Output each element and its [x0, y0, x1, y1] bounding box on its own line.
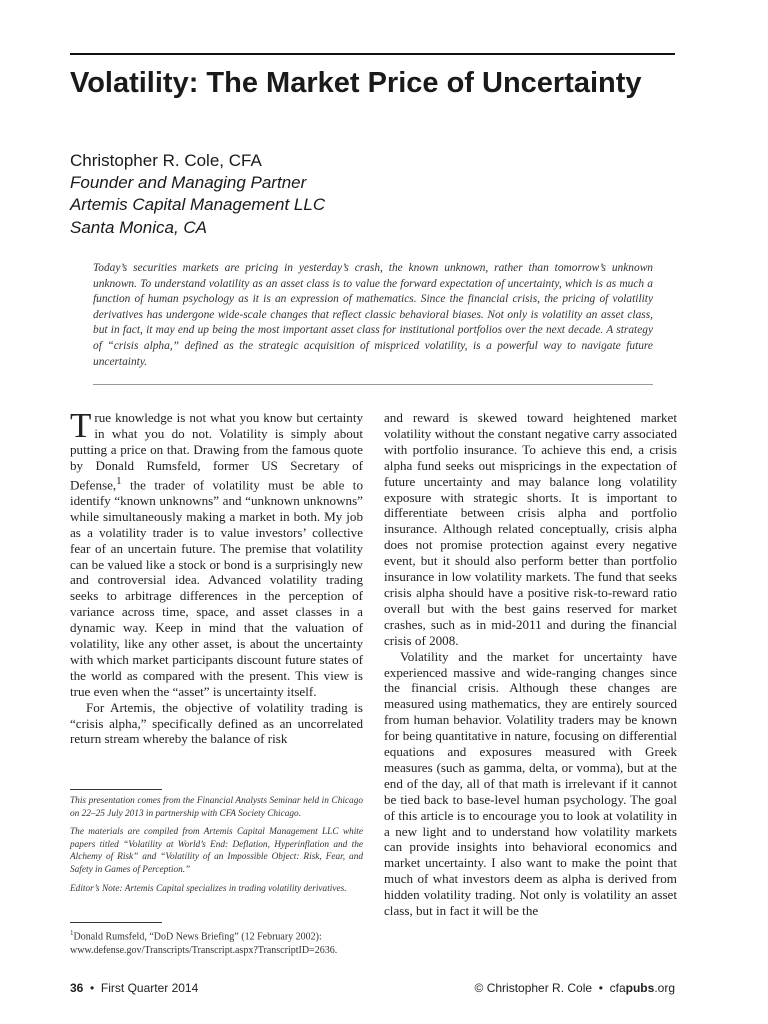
footer-left [70, 981, 198, 995]
paragraph-2: For Artemis, the objective of volatility trading is “crisis alpha,” specifically defined as an uncorrelated return stream whereby the balance of risk [70, 699, 363, 747]
author-affiliation [70, 172, 325, 239]
drop-cap: T [70, 406, 92, 445]
copyright: © Christopher R. Cole [474, 981, 593, 995]
author-name: Christopher R. Cole, CFA [70, 151, 262, 170]
footer-right [475, 981, 675, 995]
presentation-notes [70, 795, 363, 901]
author-company: Artemis Capital Management LLC [70, 195, 326, 215]
abstract-rule [93, 384, 653, 385]
abstract: Today’s securities markets are pricing in yesterday’s crash, the known unknown, rather than tomorrow’s unknown unknown. To understand volatility as an asset class is to value the forward expectation of uncertainty, which is as much a function of human psychology as it is an expression of mathematics. Since the financial crisis, the pricing of volatility derivatives has undergone wide-scale changes that reflect classic behavioral biases. Not only is volatility an asset class, but in fact, it may end up being the most important asset class for institutional portfolios over the next decade. A strategy of “crisis alpha,” defined as the strategic acquisition of mispriced volatility, is a powerful way to navigate future uncertainty. [93, 262, 653, 368]
body-column-left [70, 406, 363, 747]
footnote-rule [70, 922, 162, 923]
notes-rule [70, 789, 162, 790]
note-seminar: This presentation comes from the Financial Analysts Seminar held in Chicago on 22–25 July 2013 in partnership with CFA Society Chicago. [70, 796, 363, 819]
footnote-number: 1 [70, 929, 74, 937]
author-location: Santa Monica, CA [70, 217, 208, 237]
footnote-ref[interactable]: 1 [116, 474, 122, 487]
body-column-right [384, 410, 677, 919]
page-footer [70, 981, 675, 997]
paragraph-1-text-b: the trader of volatility must be able to identify “known unknowns” and “unknown unknowns” while simultaneously making a market in both. My job as a volatility trader is to value investors’ collective fear of an uncertain future. The premise that volatility can be valued like a stock or bond is a surprisingly new and controversial idea. Advanced volatility trading seeks to arbitrage differences in the perception of variance across time, space, and asset classes in a dynamic way. Keep in mind that the valuation of volatility, like any other asset, is about the uncertainty with which market participants discount future states of the world as compared with the present. This view is true even when the “asset” is uncertainty itself. [70, 476, 363, 699]
top-rule [70, 53, 675, 55]
paragraph-4: Volatility and the market for uncertainty have experienced massive and wide-ranging changes since the financial crisis. Although these changes are measured using mathematics, they are entirely sourced from human behavior. Volatility traders may be known for being quantitative in nature, focusing on differential equations and exposures measured with Greek measures (such as gamma, delta, or vomma), but at the end of the day, all of that math is irrelevant if it cannot be tied back to base-level human psychology. The goal of this article is to encourage you to look at volatility in a new light and to understand how volatility markets can provide insights into behavioral economics and market uncertainty. I also want to make the point that much of what investors deem as alpha is derived from hidden volatility trading. Not only is volatility an asset class, but in fact it will be the [384, 648, 677, 919]
site-link[interactable]: cfapubs.org [609, 981, 675, 995]
footnote [70, 927, 363, 957]
footnote-text[interactable]: Donald Rumsfeld, “DoD News Briefing” (12 February 2002): www.defense.gov/Transcripts/Transcript.aspx?TranscriptID=2636. [70, 931, 338, 956]
note-materials: The materials are compiled from Artemis Capital Management LLC white papers titled “Volatility at World’s End: Deflation, Hyperinflation and the Alchemy of Risk” and “Volatility of an Impossible Object: Risk, Fear, and Safety in Games of Perception.” [70, 827, 363, 875]
issue-label: First Quarter 2014 [100, 981, 199, 995]
paragraph-1 [70, 406, 363, 700]
note-editor: Editor’s Note: Artemis Capital specializes in trading volatility derivatives. [70, 883, 347, 894]
author-role: Founder and Managing Partner [70, 173, 307, 192]
paragraph-3: and reward is skewed toward heightened market volatility without the constant negative carry associated with portfolio insurance. To achieve this end, a crisis alpha fund seeks out mispricings in the expectation of future uncertainty and may balance long volatility exposure with strategic shorts. It is important to differentiate between crisis alpha and portfolio insurance. Although related conceptually, crisis alpha does not promise protection against every negative event, but it should also perform better than portfolio insurance in low volatility markets. The fund that seeks crisis alpha should have a positive risk-to-reward ratio overall but with the best gains reserved for market crashes, such as in mid-2011 and during the financial crisis of 2008. [384, 410, 677, 648]
article-title: Volatility: The Market Price of Uncertainty [70, 67, 642, 99]
paragraph-1-text-a: rue knowledge is not what you know but certainty in what you do not. Volatility is simply about putting a price on that. Drawing from the famous quote by Donald Rumsfeld, former US Secretary of Defense, [70, 410, 363, 492]
page-number: 36 [70, 981, 84, 995]
footer-bullet: • [90, 981, 95, 995]
footer-bullet-right: • [598, 981, 603, 995]
